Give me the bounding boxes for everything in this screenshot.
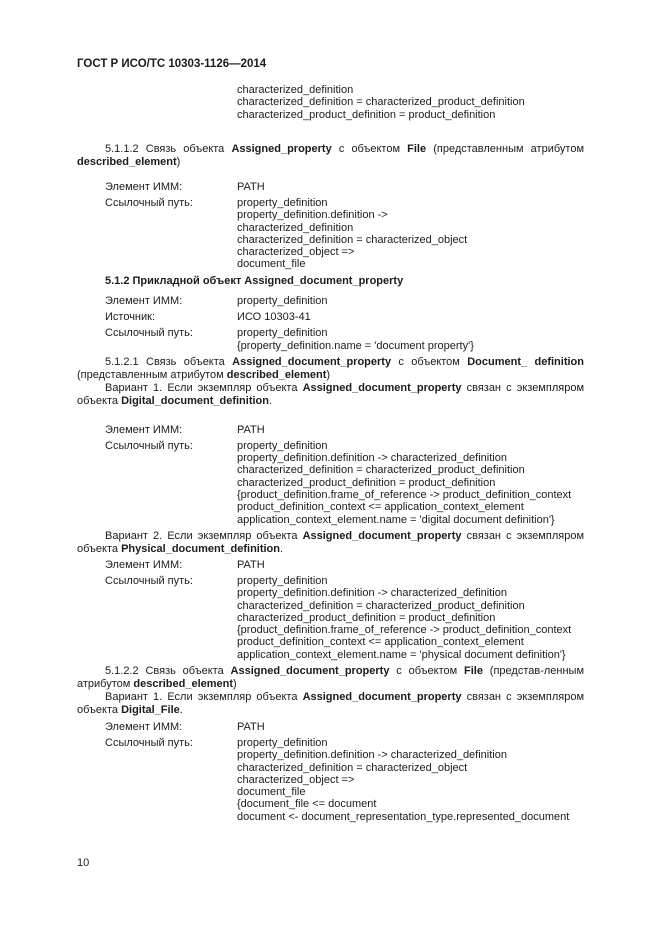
text-run: ) [326, 368, 331, 381]
code-line: {product_definition.frame_of_reference -> product_definition_context [237, 488, 572, 501]
field-value: PATH [237, 180, 265, 193]
text-run: связан с экземпляром объекта [77, 690, 585, 716]
text-run-bold: Assigned_document_property [302, 381, 462, 394]
code-line: characterized_definition = characterized_product_definition [237, 599, 525, 612]
code-line: characterized_product_definition = product_definition [237, 108, 496, 121]
field-row [105, 197, 584, 271]
paragraph-5-1-2-1 [77, 356, 584, 382]
code-line: application_context_element.name = 'physical document definition'} [237, 648, 566, 661]
text-run-bold: Assigned_document_property [302, 690, 462, 703]
code-line: characterized_definition = characterized_object [237, 233, 468, 246]
reference-path-block [237, 440, 571, 526]
code-line: property_definition [237, 439, 328, 452]
reference-path-block [237, 575, 571, 661]
text-run: 5.1.2.2 Связь объекта [105, 665, 231, 678]
field-row [105, 440, 584, 526]
code-line: characterized_definition = characterized_product_definition [237, 96, 525, 109]
text-run-bold: Physical_document_definition [121, 542, 280, 555]
paragraph-variant-1-file [77, 691, 584, 717]
text-run: (представленным атрибутом [426, 142, 585, 155]
field-group [77, 559, 584, 661]
text-run: с объектом [391, 355, 468, 368]
code-line: property_definition.definition -> characterized_definition [237, 749, 507, 762]
text-run: . [268, 394, 273, 407]
text-run-bold: described_element [133, 677, 234, 690]
code-line: property_definition.definition -> [237, 209, 388, 222]
text-run-bold: Assigned_document_property [232, 355, 392, 368]
text-run: ) [233, 677, 237, 690]
text-run: . [280, 542, 284, 555]
text-run: . [179, 703, 183, 716]
page-number: 10 [77, 857, 90, 869]
paragraph-variant-1 [77, 382, 584, 408]
code-line: characterized_definition = characterized_product_definition [237, 464, 525, 477]
field-label: Источник: [105, 310, 156, 323]
code-line: characterized_object => [237, 246, 355, 259]
field-row [105, 181, 584, 193]
text-run: связан с экземпляром объекта [77, 381, 585, 407]
field-label: Элемент ИММ: [105, 558, 183, 571]
field-row [105, 295, 584, 307]
field-value: PATH [237, 423, 265, 436]
field-row [105, 424, 584, 436]
reference-path-block [237, 737, 569, 823]
section-heading-5-1-2: 5.1.2 Прикладной объект Assigned_document_property [105, 274, 404, 287]
code-line: {product_definition.frame_of_reference -> product_definition_context [237, 624, 572, 637]
code-line: property_definition.definition -> characterized_definition [237, 452, 507, 465]
text-run: Вариант 1. Если экземпляр объекта [105, 690, 303, 703]
field-row [105, 311, 584, 323]
field-group [77, 424, 584, 526]
code-line: {document_file <= document [237, 798, 377, 811]
field-label: Элемент ИММ: [105, 180, 183, 193]
code-line: document_file [237, 786, 306, 799]
code-line: property_definition [237, 197, 328, 209]
paragraph-variant-2 [77, 530, 584, 556]
text-run: (представленным атрибутом [77, 368, 227, 381]
code-line: property_definition [237, 327, 328, 340]
field-label: Элемент ИММ: [105, 720, 183, 733]
paragraph-5-1-2-2 [77, 665, 584, 691]
code-line: property_definition [237, 736, 328, 749]
field-row [105, 559, 584, 571]
field-group [77, 721, 584, 823]
field-row [105, 327, 584, 352]
text-run-bold: File [407, 142, 427, 155]
text-run-bold: Assigned_property [231, 142, 332, 155]
field-row [105, 721, 584, 733]
reference-path-block [237, 197, 467, 271]
code-line: product_definition_context <= application_context_element [237, 636, 524, 649]
code-line: characterized_product_definition = product_definition [237, 476, 496, 489]
text-run: Вариант 2. Если экземпляр объекта [105, 529, 303, 542]
document-header: ГОСТ Р ИСО/ТС 10303-1126—2014 [77, 58, 267, 70]
field-label: Ссылочный путь: [105, 574, 193, 587]
reference-path-block [237, 327, 474, 352]
text-run-bold: File [464, 665, 483, 678]
code-line: product_definition_context <= application_context_element [237, 501, 524, 514]
field-group [77, 181, 584, 271]
code-line: characterized_object => [237, 773, 355, 786]
code-line: {property_definition.name = 'document property'} [237, 339, 474, 352]
text-run-bold: Digital_File [121, 703, 180, 716]
code-line: characterized_definition [237, 84, 354, 96]
text-run: 5.1.1.2 Связь объекта [105, 142, 232, 155]
code-line: characterized_product_definition = product_definition [237, 611, 496, 624]
code-line: application_context_element.name = 'digital document definition'} [237, 513, 555, 526]
code-line: characterized_definition = characterized_object [237, 761, 468, 774]
text-run: с объектом [389, 665, 465, 678]
field-value: ИСО 10303-41 [237, 310, 311, 323]
field-value: PATH [237, 720, 265, 733]
field-label: Элемент ИММ: [105, 423, 183, 436]
text-run: связан с экземпляром объекта [77, 529, 585, 555]
text-run-bold: Assigned_document_property [230, 665, 390, 678]
code-line: document_file [237, 258, 306, 271]
text-run: с объектом [331, 142, 408, 155]
text-run-bold: Digital_document_definition [121, 394, 269, 407]
code-line: document <- document_representation_type.represented_document [237, 810, 570, 823]
field-label: Ссылочный путь: [105, 439, 193, 452]
field-group [77, 295, 584, 352]
field-value: property_definition [237, 294, 328, 307]
field-label: Ссылочный путь: [105, 736, 193, 749]
text-run: (представ-ленным атрибутом [77, 665, 585, 690]
text-run-bold: Document_ definition [467, 355, 584, 368]
text-run-bold: Assigned_document_property [302, 529, 462, 542]
code-line: property_definition.definition -> characterized_definition [237, 587, 507, 600]
field-label: Ссылочный путь: [105, 197, 193, 209]
text-run-bold: described_element [226, 368, 327, 381]
field-label: Элемент ИММ: [105, 294, 183, 307]
reference-path-block [237, 84, 584, 121]
field-row [105, 737, 584, 823]
field-value: PATH [237, 558, 265, 571]
code-line: characterized_definition [237, 221, 354, 234]
code-line: property_definition [237, 574, 328, 587]
paragraph-5-1-1-2 [77, 143, 584, 169]
field-label: Ссылочный путь: [105, 327, 193, 340]
text-run: ) [176, 155, 181, 168]
text-run: 5.1.2.1 Связь объекта [105, 355, 233, 368]
field-row [105, 575, 584, 661]
text-run-bold: described_element [77, 155, 177, 168]
text-run: Вариант 1. Если экземпляр объекта [105, 381, 303, 394]
